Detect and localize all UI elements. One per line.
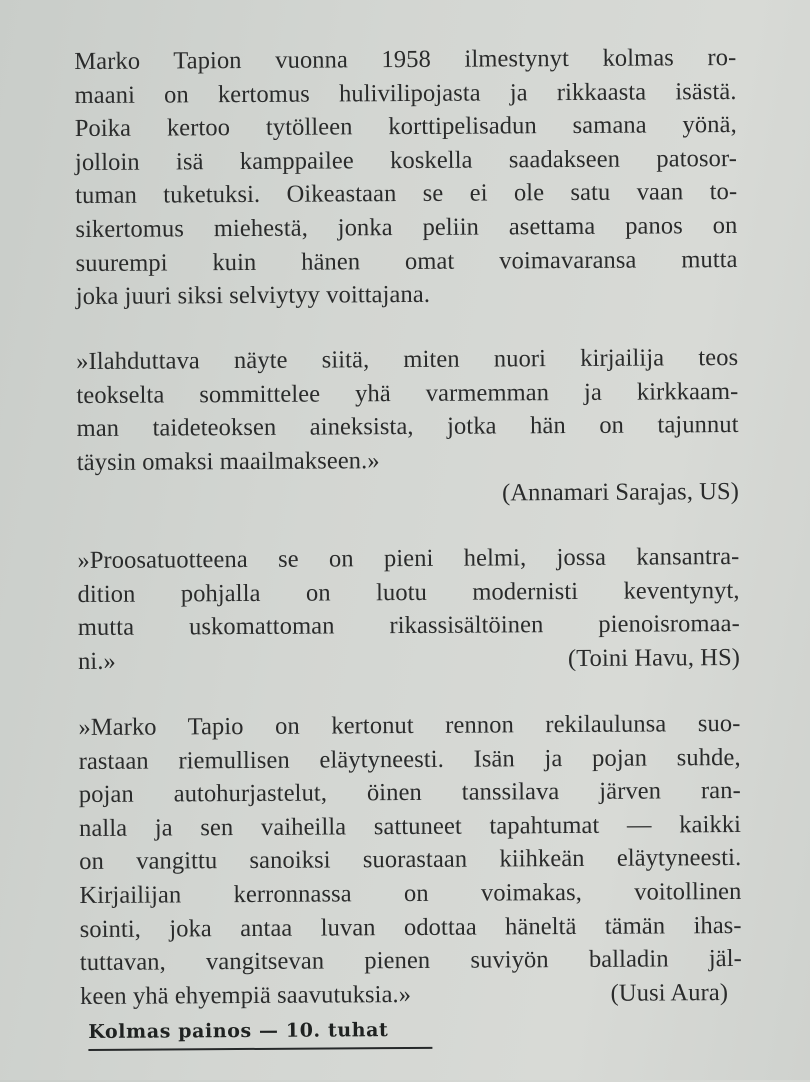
review-quote-2 (77, 540, 740, 678)
review-line: täysin omaksi maailmakseen.» (76, 446, 380, 476)
review-line: on vangittu sanoiksi suorastaan kiihkeän eläytyneesti. (79, 844, 742, 876)
review-line: sointi, joka antaa luvan odottaa häneltä tämän ihas- (79, 911, 742, 943)
review-quote-1 (76, 341, 739, 513)
review-line: man taideteoksen aineksista, jotka hän on tajunnut (76, 411, 739, 443)
review-attribution: (Uusi Aura) (610, 978, 729, 1007)
intro-line: maani on kertomus hulivilipojasta ja rikkaasta isästä. (74, 77, 737, 109)
intro-line: tuman tuketuksi. Oikeastaan se ei ole satu vaan to- (75, 178, 738, 210)
review-line: teokselta sommittelee yhä varmemman ja kirkkaam- (76, 377, 739, 409)
review-attribution: (Annamari Sarajas, US) (501, 478, 740, 507)
review-line: »Ilahduttava näyte siitä, miten nuori kirjailija teos (76, 343, 739, 376)
review-line: rastaan riemullisen eläytyneesti. Isän ja pojan suhde, (78, 743, 741, 775)
review-line: »Proosatuotteena se on pieni helmi, jossa kansantra- (77, 542, 740, 575)
review-line: keen yhä ehyempiä saavutuksia.» (79, 980, 412, 1010)
review-attribution: (Toini Havu, HS) (567, 643, 741, 672)
review-quote-3 (78, 707, 742, 1013)
review-line: »Marko Tapio on kertonut rennon rekilaulunsa suo- (78, 709, 741, 742)
review-line: dition pohjalla on luotu modernisti keventynyt, (77, 576, 740, 608)
review-line: mutta uskomattoman rikassisältöinen pienoisromaa- (77, 610, 740, 642)
intro-line: Marko Tapion vuonna 1958 ilmestynyt kolmas ro- (74, 43, 737, 76)
edition-note: Kolmas painos — 10. tuhat (88, 1019, 432, 1051)
intro-line: sikertomus miehestä, jonka peliin asettama panos on (75, 211, 738, 243)
review-line: nalla ja sen vaiheilla sattuneet tapahtumat — kaikki (78, 810, 742, 842)
review-last-line (78, 641, 740, 679)
review-line: tuttavan, vangitsevan pienen suviyön balladin jäl- (79, 945, 742, 977)
review-last-line (80, 976, 742, 1014)
intro-line: jolloin isä kamppailee koskella saadakseen patosor- (74, 144, 738, 176)
intro-line: suurempi kuin hänen omat voimavaransa mutta (75, 245, 738, 277)
review-line: Kirjailijan kerronnassa on voimakas, voitollinen (79, 877, 742, 909)
review-line: pojan autohurjastelut, öinen tanssilava järven ran- (78, 777, 741, 809)
intro-line: joka juuri siksi selviytyy voittajana. (75, 281, 431, 311)
intro-line: Poika kertoo tytölleen korttipelisadun samana yönä, (74, 111, 737, 143)
intro-paragraph (74, 41, 738, 314)
review-line: ni.» (77, 647, 116, 675)
